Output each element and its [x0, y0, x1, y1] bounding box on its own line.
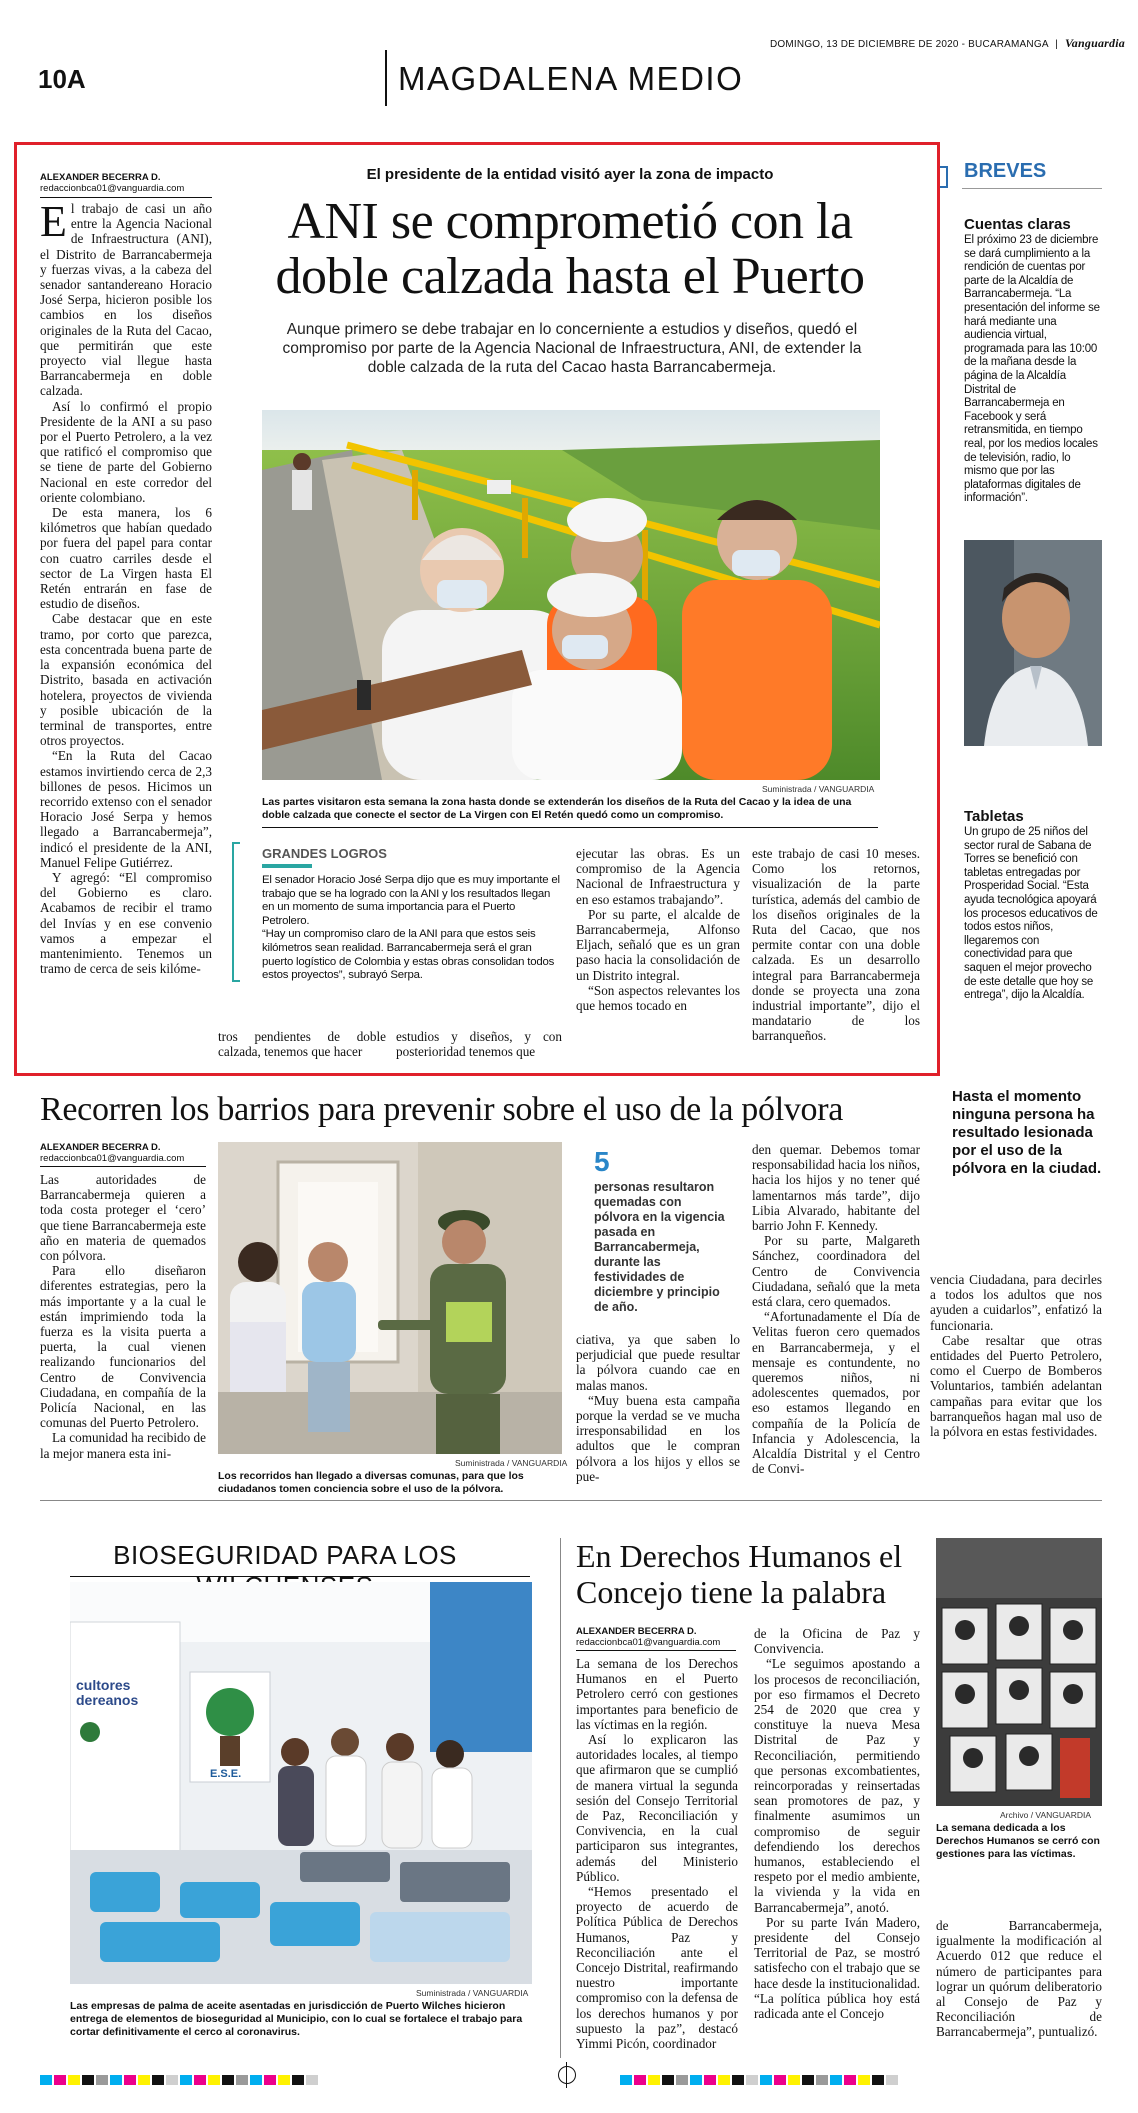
logros-text: El senador Horacio José Serpa dijo que es muy importante el trabajo que se ha logrado con la ANI y los resultados llegan en un momento de suma importancia para el Puerto Petrolero. “Hay un compromiso claro de la ANI para que estos seis kilómetros sean realidad. Barrancabermeja será el gran puerto logístico de Colombia y estas obras consolidan todos estos proyectos”, subrayó Serpa.: [262, 874, 560, 982]
caption-rule: [262, 827, 878, 828]
main-photo-art: [262, 410, 880, 780]
section-title: MAGDALENA MEDIO: [398, 60, 744, 97]
breves-bracket: [940, 166, 948, 188]
drop-cap: E: [40, 201, 67, 246]
breves-item2-title: Tabletas: [964, 808, 1024, 825]
color-bar-left: [40, 2072, 520, 2082]
section-divider: [40, 1500, 1102, 1501]
registration-mark-icon: [558, 2066, 576, 2084]
bio-photo-caption: Las empresas de palma de aceite asentadas en jurisdicción de Puerto Wilches hicieron entrega de elementos de bioseguridad al Municipio, con lo cual se fortalece el trabajo para cortar definitivamente el cerco al coronavirus.: [70, 2000, 523, 2038]
polvora-photo-caption: Los recorridos han llegado a diversas comunas, para que los ciudadanos tomen conciencia sobre el uso de la pólvora.: [218, 1470, 524, 1495]
breves-photo: [964, 540, 1102, 746]
polvora-col5: vencia Ciudadana, para decirles a todos los adultos que nos ayuden a cuidarlos”, enfatizó la funcionaria. Cabe resaltar que otras entidades del Puerto Petrolero, como el Cuerpo de Bomberos Voluntarios, también adelantan campañas para evitar que los barranqueños hagan mal uso de la pólvora en estas festividades.: [930, 1272, 1102, 1440]
bio-title-rule: [70, 1576, 530, 1577]
breves-item1-text: El próximo 23 de diciembre se dará cumplimiento a la rendición de cuentas por parte de la Alcaldía de Barrancabermeja. “La presentación del informe se hará mediante una audiencia virtual, programada para las 10:00 de la mañana desde la página de la Alcaldía Distrital de Barrancabermeja en Facebook y será retransmitida, en tiempo real, por los medios locales de televisión, radio, lo mismo que por las plataformas digitales de información”.: [964, 234, 1100, 505]
ddhh-headline: En Derechos Humanos el Concejo tiene la palabra: [576, 1538, 903, 1610]
ddhh-col2: de la Oficina de Paz y Convivencia. “Le seguimos apostando a los procesos de reconciliación, por eso firmamos el Decreto 254 de 2020 que crea y constituye la nueva Mesa Distrital de Paz y Reconciliación, permitiendo que personas excombatientes, reincorporadas y reinsertadas sean promotores de paz, y finalmente asumimos un compromiso de seguir defendiendo los derechos humanos, estableciendo el respeto por el medio ambiente, la vivienda y la vida en Barrancabermeja”, anotó. Por su parte Iván Madero, presidente del Consejo Territorial de Paz, se mostró satisfecho con el trabajo que se hace desde la institucionalidad. “La política pública hoy está radicada ante el Concejo: [754, 1626, 920, 2022]
breves-title: BREVES: [964, 160, 1047, 182]
brand-name: Vanguardia: [1064, 36, 1125, 50]
bio-photo-art: [70, 1582, 532, 1984]
ddhh-byline-rule: [576, 1650, 736, 1651]
bio-photo: [70, 1582, 532, 1984]
stat-number: 5: [594, 1146, 610, 1177]
ddhh-photo: [936, 1538, 1102, 1806]
ddhh-col3: de Barrancabermeja, igualmente la modificación al Acuerdo 012 que reduce el número de participantes para lograr un quórum deliberatorio al Consejo de Paz y Reconciliación de Barrancabermeja”, puntualizó.: [936, 1918, 1102, 2040]
bottom-divider: [560, 1538, 561, 2058]
logros-bracket: [232, 842, 240, 982]
main-photo-caption: Las partes visitaron esta semana la zona hasta donde se extenderán los diseños de la Ruta del Cacao y la idea de una doble calzada que conecte el sector de La Virgen con El Retén quedó como un compromiso.: [262, 796, 852, 821]
header-date: DOMINGO, 13 DE DICIEMBRE DE 2020 - BUCARAMANGA: [770, 39, 1049, 50]
ddhh-byline: ALEXANDER BECERRA D. redaccionbca01@vanguardia.com: [576, 1626, 721, 1648]
polvora-highlight: Hasta el momento ninguna persona ha resultado lesionada por el uso de la pólvora en la ciudad.: [952, 1088, 1102, 1177]
registration-cross: [566, 2062, 567, 2088]
header-divider: [385, 50, 387, 106]
polvora-col1: Las autoridades de Barrancabermeja quieren a toda costa proteger el ‘cero’ que tiene Barrancabermeja este año en materia de quemados con pólvora. Para ello diseñaron diferentes estrategias, pero la más importante y a la cual le están imprimiendo toda la fuerza es la visita puerta a puerta, la cual vienen realizando funcionarios del Centro de Convivencia Ciudadana, en compañía de la Policía Nacional, en las comunas del Puerto Petrolero. La comunidad ha recibido de la mejor manera esta ini-: [40, 1172, 206, 1461]
polvora-headline: Recorren los barrios para prevenir sobre el uso de la pólvora: [40, 1091, 844, 1128]
logros-underline: [262, 864, 312, 868]
byline-email: redaccionbca01@vanguardia.com: [40, 183, 185, 194]
bio-photo-credit: Suministrada / VANGUARDIA: [416, 1988, 529, 1998]
breves-rule: [962, 188, 1102, 189]
bio-title: BIOSEGURIDAD PARA LOS: [113, 1540, 457, 1570]
main-col4: este trabajo de casi 10 meses. Como los retornos, visualización de la parte turística, además del cambio de los diseños originales de la Ruta del Cacao, que nos permite contar con una doble calzada. Es un desarrollo integral para Barrancabermeja donde se proyecta una zona industrial importante”, dijo el mandatario de los barranqueños.: [752, 846, 920, 1044]
main-bottom-a: tros pendientes de doble calzada, tenemos que hacer: [218, 1029, 386, 1060]
date-line: DOMINGO, 13 DE DICIEMBRE DE 2020 - BUCARAMANGA | Vanguardia: [770, 36, 1125, 50]
color-bar-right: [620, 2072, 1100, 2082]
stat-text: personas resultaron quemadas con pólvora en la vigencia pasada en Barrancabermeja, durante las festividades de diciembre y principio de año.: [594, 1180, 725, 1314]
bio-wall-text: cultores dereanos: [76, 1677, 139, 1708]
main-col3: ejecutar las obras. Es un compromiso de la Agencia Nacional de Infraestructura y en eso estamos trabajando”. Por su parte, el alcalde de Barrancabermeja, Alfonso Eljach, señaló que es un gran paso hacia la consolidación de un Distrito integral. “Son aspectos relevantes los que hemos tocado en: [576, 846, 740, 1014]
ddhh-photo-art: [936, 1538, 1102, 1806]
polvora-byline-rule: [40, 1166, 206, 1167]
main-bottom-b: estudios y diseños, y con posterioridad tenemos que: [396, 1029, 562, 1060]
polvora-photo-credit: Suministrada / VANGUARDIA: [455, 1458, 568, 1468]
ddhh-col1: La semana de los Derechos Humanos en el Puerto Petrolero cerró con gestiones importantes para beneficio de las víctimas en la región. Así lo explicaron las autoridades locales, al tiempo que afirmaron que se cumplió de manera virtual la segunda sesión del Consejo Territorial de Paz, Reconciliación y Convivencia, en la cual participaron sus integrantes, además del Ministerio Público. “Hemos presentado el proyecto de acuerdo de Política Pública de Derechos Humanos, Paz y Reconciliación ante el Concejo Distrital, reafirmando nuestro importante compromiso con la defensa de los derechos humanos y por supuesto la paz”, destacó Yimmi Picón, coordinador: [576, 1656, 738, 2052]
polvora-byline: ALEXANDER BECERRA D. redaccionbca01@vanguardia.com: [40, 1142, 185, 1164]
page-number: 10A: [38, 64, 86, 94]
logros-title: GRANDES LOGROS: [262, 846, 387, 861]
main-deck: Aunque primero se debe trabajar en lo concerniente a estudios y diseños, quedó el compromiso por parte de la Agencia Nacional de Infraestructura, ANI, de extender la doble calzada de la ruta del Cacao hasta Barrancabermeja.: [282, 321, 862, 376]
polvora-col4: den quemar. Debemos tomar responsabilidad hacia los niños, hacia los hijos y no tener qué lamentarnos más tarde”, dijo Libia Alvarado, habitante del barrio John F. Kennedy. Por su parte, Malgareth Sánchez, coordinadora del Centro de Convivencia Ciudadana, señaló que la meta está clara, cero quemados. “Afortunadamente el Día de Velitas fueron cero quemados en Barrancabermeja, y el mensaje es contundente, no queremos niños, ni adolescentes quemados, por eso estamos llegando en compañía de la Policía de Infancia y Adolescencia, la Alcaldía Distrital y el Centro de Convi-: [752, 1142, 920, 1477]
main-headline: ANI se comprometió con la doble calzada hasta el Puerto: [275, 193, 865, 305]
polvora-photo-art: [218, 1142, 562, 1454]
main-photo: [262, 410, 880, 780]
breves-item1-title: Cuentas claras: [964, 216, 1071, 233]
byline-name: ALEXANDER BECERRA D.: [40, 172, 161, 183]
main-byline: [40, 172, 184, 194]
bio-sign: E.S.E.: [210, 1768, 242, 1780]
byline-rule: [40, 197, 212, 198]
ddhh-photo-credit: Archivo / VANGUARDIA: [1000, 1810, 1092, 1820]
breves-portrait-art: [964, 540, 1102, 746]
main-left-column: El trabajo de casi un año entre la Agencia Nacional de Infraestructura (ANI), el Distrito de Barrancabermeja y fuerzas vivas, a la cabeza del senador santandereano Horacio José Serpa, hicieron posible los cambios en los diseños originales de la Ruta del Cacao, que permitirán que este proyecto vial llegue hasta Barrancabermeja en doble calzada. Así lo confirmó el propio Presidente de la ANI a su paso por el Puerto Petrolero, a la vez que ratificó el compromiso que se tiene de parte del Gobierno Nacional en este corredor del oriente colombiano. De esta manera, los 6 kilómetros que habían quedado por fuera del papel para contar con cuatro carriles desde el sector de La Virgen hasta El Retén entrarán en fase de estudio de diseños. Cabe destacar que en este tramo, por corto que parezca, esta concentrada buena parte de la expansión económica del Distrito, basada en activación hotelera, proyectos de vivienda y posible ubicación de la terminal de transportes, entre otros proyectos. “En la Ruta del Cacao estamos invirtiendo cerca de 2,3 billones de pesos. Hicimos un recorrido extenso con el senador Horacio José Serpa y hemos llegado a Barrancabermeja”, indicó el presidente de la ANI, Manuel Felipe Gutiérrez. Y agregó: “El compromiso del Gobierno es claro. Acabamos de recibir el tramo del Invías y en ese convenio vamos a empezar el mantenimiento. Tenemos un tramo de cerca de seis kilóme-: [40, 201, 212, 977]
breves-item2-text: Un grupo de 25 niños del sector rural de Sabana de Torres se benefició con tabletas entregadas por Prosperidad Social. “Esta ayuda tecnológica apoyará los procesos educativos de todos estos niños, llegaremos con conectividad para que saquen el mejor provecho de este detalle que hoy se entrega”, dijo la Alcaldía.: [964, 826, 1098, 1002]
main-photo-credit: Suministrada / VANGUARDIA: [762, 784, 875, 794]
polvora-photo: [218, 1142, 562, 1454]
ddhh-photo-caption: La semana dedicada a los Derechos Humanos se cerró con gestiones para las víctimas.: [936, 1822, 1100, 1860]
polvora-col3: ciativa, ya que saben lo perjudicial que puede resultar la pólvora cuando cae en malas manos. “Muy buena esta campaña porque la verdad se ve mucha irresponsabilidad en los adultos que le compran pólvora a los hijos y ellos se pue-: [576, 1332, 740, 1484]
main-kicker: El presidente de la entidad visitó ayer la zona de impacto: [366, 166, 774, 183]
